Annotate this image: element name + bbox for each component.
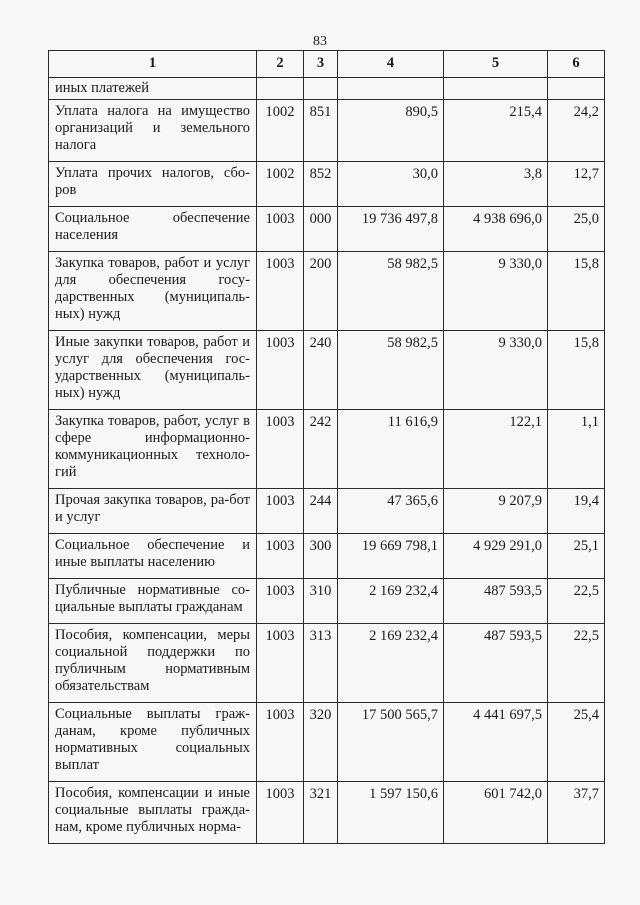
row-percent: 37,7 [548, 782, 605, 844]
row-section-code: 1003 [257, 410, 304, 489]
table-row [49, 579, 605, 624]
row-section-code: 1003 [257, 624, 304, 703]
row-planned: 19 736 497,8 [338, 207, 444, 252]
row-type-code: 852 [304, 162, 338, 207]
row-name: Социальное обеспечение населения [49, 207, 257, 252]
table-row [49, 207, 605, 252]
row-percent: 1,1 [548, 410, 605, 489]
row-type-code: 244 [304, 489, 338, 534]
table-row [49, 534, 605, 579]
row-executed: 9 330,0 [444, 252, 548, 331]
row-section-code: 1003 [257, 252, 304, 331]
row-section-code: 1003 [257, 534, 304, 579]
row-percent: 22,5 [548, 624, 605, 703]
table-row [49, 489, 605, 534]
table-row [49, 162, 605, 207]
row-type-code: 240 [304, 331, 338, 410]
row-percent: 15,8 [548, 252, 605, 331]
row-name: Социальные выплаты граж-данам, кроме публичных нормативных социальных выплат [49, 703, 257, 782]
row-percent: 24,2 [548, 100, 605, 162]
row-planned: 58 982,5 [338, 252, 444, 331]
row-executed: 4 929 291,0 [444, 534, 548, 579]
row-planned: 11 616,9 [338, 410, 444, 489]
row-percent: 22,5 [548, 579, 605, 624]
table-row [49, 624, 605, 703]
row-executed: 215,4 [444, 100, 548, 162]
row-name: Уплата налога на имущество организаций и земельного налога [49, 100, 257, 162]
row-percent [548, 78, 605, 100]
row-section-code: 1003 [257, 331, 304, 410]
table-row [49, 331, 605, 410]
header-row [49, 51, 605, 78]
row-planned [338, 78, 444, 100]
row-percent: 25,1 [548, 534, 605, 579]
row-type-code: 242 [304, 410, 338, 489]
row-type-code: 851 [304, 100, 338, 162]
table-row [49, 78, 605, 100]
row-percent: 19,4 [548, 489, 605, 534]
row-section-code: 1003 [257, 703, 304, 782]
row-name: Закупка товаров, работ и услуг для обеспечения госу-дарственных (муниципаль-ных) нужд [49, 252, 257, 331]
row-name: Закупка товаров, работ, услуг в сфере информационно-коммуникационных техноло-гий [49, 410, 257, 489]
table-row [49, 703, 605, 782]
row-planned: 17 500 565,7 [338, 703, 444, 782]
row-executed: 9 330,0 [444, 331, 548, 410]
table-row [49, 410, 605, 489]
row-name: иных платежей [49, 78, 257, 100]
row-executed: 3,8 [444, 162, 548, 207]
row-name: Публичные нормативные со-циальные выплаты гражданам [49, 579, 257, 624]
row-type-code: 300 [304, 534, 338, 579]
row-name: Социальное обеспечение и иные выплаты населению [49, 534, 257, 579]
header-col-4: 4 [338, 51, 444, 78]
table-row [49, 782, 605, 844]
row-percent: 25,0 [548, 207, 605, 252]
row-planned: 30,0 [338, 162, 444, 207]
row-planned: 19 669 798,1 [338, 534, 444, 579]
page-number: 83 [313, 34, 327, 49]
row-percent: 25,4 [548, 703, 605, 782]
row-planned: 2 169 232,4 [338, 579, 444, 624]
header-col-5: 5 [444, 51, 548, 78]
row-planned: 890,5 [338, 100, 444, 162]
row-planned: 1 597 150,6 [338, 782, 444, 844]
row-planned: 47 365,6 [338, 489, 444, 534]
row-section-code: 1002 [257, 100, 304, 162]
table-row [49, 100, 605, 162]
row-executed: 487 593,5 [444, 624, 548, 703]
budget-table [48, 50, 605, 844]
row-section-code [257, 78, 304, 100]
row-executed: 122,1 [444, 410, 548, 489]
row-type-code: 200 [304, 252, 338, 331]
row-type-code [304, 78, 338, 100]
row-executed: 601 742,0 [444, 782, 548, 844]
header-col-3: 3 [304, 51, 338, 78]
table-row [49, 252, 605, 331]
row-section-code: 1003 [257, 782, 304, 844]
row-name: Уплата прочих налогов, сбо-ров [49, 162, 257, 207]
row-name: Прочая закупка товаров, ра-бот и услуг [49, 489, 257, 534]
row-name: Иные закупки товаров, работ и услуг для обеспечения гос-ударственных (муниципаль-ных) нужд [49, 331, 257, 410]
row-executed: 4 938 696,0 [444, 207, 548, 252]
row-name: Пособия, компенсации, меры социальной поддержки по публичным нормативным обязательствам [49, 624, 257, 703]
row-section-code: 1003 [257, 489, 304, 534]
row-type-code: 320 [304, 703, 338, 782]
row-planned: 2 169 232,4 [338, 624, 444, 703]
row-section-code: 1002 [257, 162, 304, 207]
row-type-code: 000 [304, 207, 338, 252]
header-col-6: 6 [548, 51, 605, 78]
header-col-2: 2 [257, 51, 304, 78]
row-executed: 487 593,5 [444, 579, 548, 624]
row-type-code: 321 [304, 782, 338, 844]
row-planned: 58 982,5 [338, 331, 444, 410]
header-col-1: 1 [49, 51, 257, 78]
row-percent: 15,8 [548, 331, 605, 410]
row-name: Пособия, компенсации и иные социальные выплаты гражда-нам, кроме публичных норма- [49, 782, 257, 844]
row-section-code: 1003 [257, 207, 304, 252]
row-executed [444, 78, 548, 100]
row-executed: 9 207,9 [444, 489, 548, 534]
row-section-code: 1003 [257, 579, 304, 624]
row-executed: 4 441 697,5 [444, 703, 548, 782]
row-percent: 12,7 [548, 162, 605, 207]
row-type-code: 310 [304, 579, 338, 624]
row-type-code: 313 [304, 624, 338, 703]
